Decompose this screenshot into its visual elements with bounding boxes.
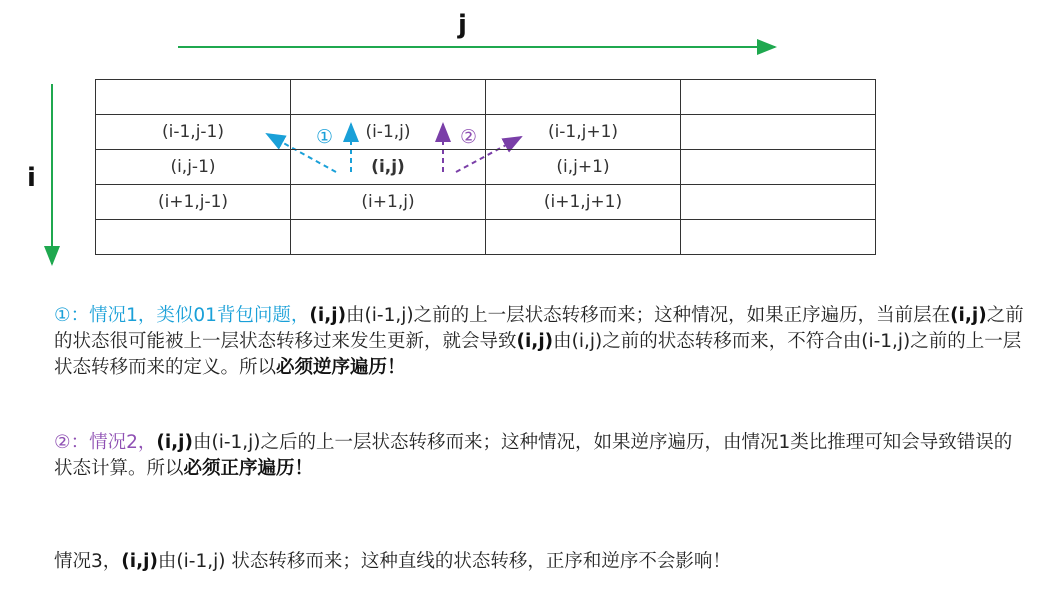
grid-cell xyxy=(681,185,876,220)
grid-cell: (i,j+1) xyxy=(486,150,681,185)
case1-text-1: 由(i-1,j)之前的上一层状态转移而来；这种情况，如果正序遍历，当前层在 xyxy=(346,305,951,326)
case2-heading: ②：情况2， xyxy=(54,432,157,453)
grid-cell xyxy=(486,220,681,255)
grid-cell: (i-1,j+1) xyxy=(486,115,681,150)
case2-conclusion: 必须正序遍历！ xyxy=(183,458,314,479)
grid-cell: (i+1,j) xyxy=(291,185,486,220)
state-ij: (i,j) xyxy=(121,551,158,572)
grid-cell: (i,j-1) xyxy=(96,150,291,185)
case3-text-1: 由(i-1,j) 状态转移而来；这种直线的状态转移，正序和逆序不会影响！ xyxy=(157,551,731,572)
grid-cell: (i+1,j-1) xyxy=(96,185,291,220)
grid-row xyxy=(96,115,876,150)
case1-heading: ①：情况1，类似01背包问题， xyxy=(54,305,310,326)
grid-cell xyxy=(291,220,486,255)
grid-row xyxy=(96,185,876,220)
grid-cell xyxy=(681,115,876,150)
case1-text-2: 之前的状态很可能被上一层状态转移过来发生更新，就会导致 xyxy=(54,305,1024,352)
case1-conclusion: 必须逆序遍历！ xyxy=(276,357,406,378)
state-ij: (i,j) xyxy=(516,331,554,352)
state-ij: (i,j) xyxy=(156,432,193,453)
case3-explanation xyxy=(54,549,1029,575)
case2-explanation xyxy=(54,430,1029,482)
grid-cell xyxy=(681,220,876,255)
case1-explanation xyxy=(54,303,1029,381)
grid-cell: (i+1,j+1) xyxy=(486,185,681,220)
grid-cell xyxy=(486,80,681,115)
i-axis-label: i xyxy=(27,163,36,193)
case1-marker: ① xyxy=(316,126,334,148)
case2-text-1: 由(i-1,j)之后的上一层状态转移而来；这种情况，如果逆序遍历，由情况1类比推理可知会导致错误的状态计算。所以 xyxy=(54,432,1013,479)
j-axis-label: j xyxy=(458,10,467,40)
grid-cell xyxy=(291,80,486,115)
grid-row xyxy=(96,150,876,185)
case1-text-3: 由(i,j)之前的状态转移而来，不符合由(i-1,j)之前的上一层状态转移而来的定义。所以 xyxy=(54,331,1022,378)
grid-row xyxy=(96,220,876,255)
case3-heading: 情况3， xyxy=(54,551,122,572)
grid-cell xyxy=(681,80,876,115)
grid-cell xyxy=(96,80,291,115)
state-ij: (i,j) xyxy=(950,305,987,326)
state-ij: (i,j) xyxy=(309,305,347,326)
grid-cell: (i-1,j-1) xyxy=(96,115,291,150)
grid-row xyxy=(96,80,876,115)
state-grid xyxy=(95,79,876,255)
case2-marker: ② xyxy=(460,126,478,148)
grid-cell xyxy=(96,220,291,255)
grid-cell-current: (i,j) xyxy=(291,150,486,185)
grid-cell xyxy=(681,150,876,185)
grid-cell: (i-1,j) xyxy=(291,115,486,150)
